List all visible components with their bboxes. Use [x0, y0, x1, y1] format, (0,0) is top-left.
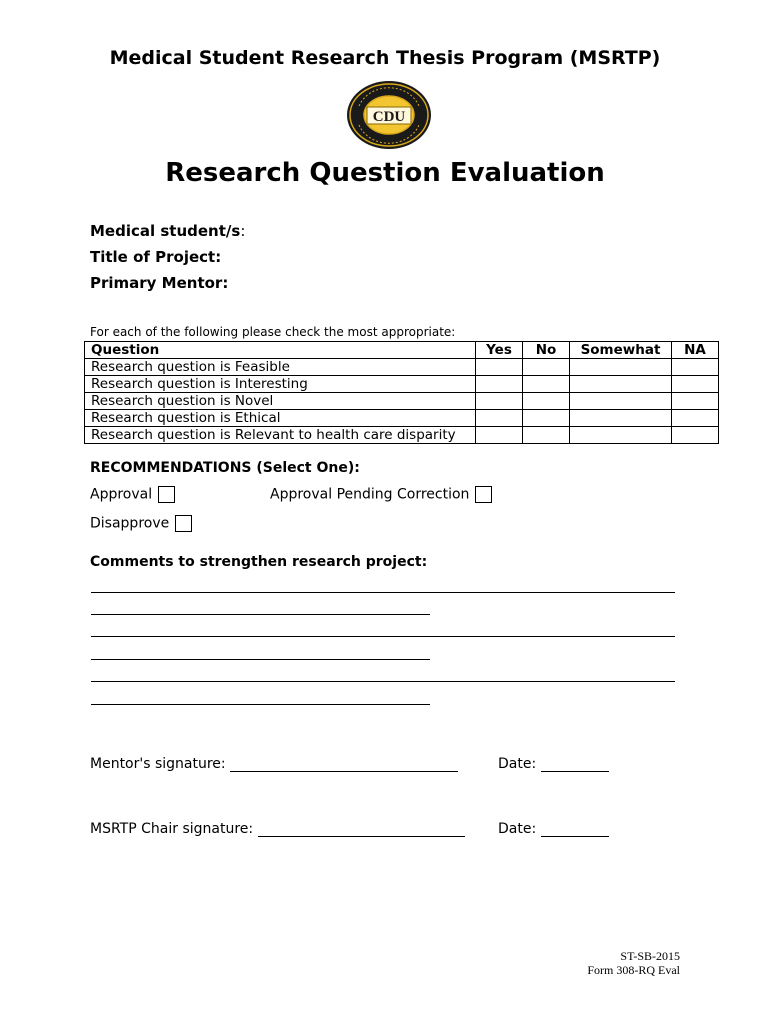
- no-cell[interactable]: [523, 376, 570, 393]
- no-cell[interactable]: [523, 427, 570, 444]
- mentor-signature-line[interactable]: [230, 759, 458, 772]
- project-title-field: [90, 248, 221, 266]
- yes-cell[interactable]: [476, 427, 523, 444]
- question-cell: Research question is Feasible: [85, 359, 476, 376]
- comment-line[interactable]: [91, 681, 675, 682]
- no-cell[interactable]: [523, 393, 570, 410]
- disapprove-checkbox[interactable]: [175, 515, 192, 532]
- na-cell[interactable]: [672, 376, 719, 393]
- evaluation-table: [84, 341, 719, 444]
- medical-students-field: Medical student/s:: [90, 222, 246, 240]
- yes-cell[interactable]: [476, 393, 523, 410]
- question-cell: Research question is Interesting: [85, 376, 476, 393]
- table-row: [85, 427, 719, 444]
- yes-cell[interactable]: [476, 410, 523, 427]
- chair-date-line[interactable]: [541, 824, 609, 837]
- approval-pending-option: [270, 486, 492, 503]
- yes-cell[interactable]: [476, 376, 523, 393]
- table-row: [85, 359, 719, 376]
- na-cell[interactable]: [672, 410, 719, 427]
- table-row: [85, 393, 719, 410]
- question-cell: Research question is Relevant to health care disparity: [85, 427, 476, 444]
- cdu-logo: [345, 80, 433, 150]
- yes-cell[interactable]: [476, 359, 523, 376]
- chair-signature-label: MSRTP Chair signature:: [90, 821, 254, 837]
- approval-checkbox[interactable]: [158, 486, 175, 503]
- recommendations-heading: RECOMMENDATIONS (Select One):: [90, 460, 360, 476]
- comments-heading: Comments to strengthen research project:: [90, 554, 428, 570]
- logo-text: CDU: [372, 109, 406, 125]
- comment-line[interactable]: [91, 659, 430, 660]
- chair-signature-row: [90, 821, 465, 837]
- somewhat-cell[interactable]: [570, 376, 672, 393]
- approval-option: [90, 486, 175, 503]
- comment-line[interactable]: [91, 614, 430, 615]
- mentor-date-row: [498, 756, 609, 772]
- mentor-signature-row: [90, 756, 458, 772]
- chair-date-row: [498, 821, 609, 837]
- footer-form-number: Form 308-RQ Eval: [587, 963, 680, 977]
- comment-line[interactable]: [91, 636, 675, 637]
- mentor-signature-label: Mentor's signature:: [90, 756, 226, 772]
- somewhat-cell[interactable]: [570, 410, 672, 427]
- header-somewhat: Somewhat: [570, 342, 672, 359]
- na-cell[interactable]: [672, 359, 719, 376]
- somewhat-cell[interactable]: [570, 359, 672, 376]
- disapprove-option: [90, 515, 192, 532]
- somewhat-cell[interactable]: [570, 393, 672, 410]
- medical-students-label: Medical student/s: [90, 222, 241, 240]
- chair-date-label: Date:: [498, 821, 537, 837]
- comment-line[interactable]: [91, 704, 430, 705]
- no-cell[interactable]: [523, 359, 570, 376]
- chair-signature-line[interactable]: [258, 824, 465, 837]
- somewhat-cell[interactable]: [570, 427, 672, 444]
- header-na: NA: [672, 342, 719, 359]
- form-footer: [587, 949, 680, 977]
- project-title-label: Title of Project:: [90, 248, 222, 266]
- na-cell[interactable]: [672, 427, 719, 444]
- comment-line[interactable]: [91, 592, 675, 593]
- primary-mentor-label: Primary Mentor:: [90, 274, 229, 292]
- approval-label: Approval: [90, 486, 153, 503]
- footer-code: ST-SB-2015: [620, 949, 680, 963]
- no-cell[interactable]: [523, 410, 570, 427]
- approval-pending-label: Approval Pending Correction: [270, 486, 470, 503]
- mentor-date-line[interactable]: [541, 759, 609, 772]
- question-cell: Research question is Novel: [85, 393, 476, 410]
- header-question: Question: [85, 342, 476, 359]
- program-title: Medical Student Research Thesis Program (MSRTP): [109, 47, 661, 69]
- approval-pending-checkbox[interactable]: [475, 486, 492, 503]
- table-header-row: [85, 342, 719, 359]
- primary-mentor-field: [90, 274, 228, 292]
- mentor-date-label: Date:: [498, 756, 537, 772]
- na-cell[interactable]: [672, 393, 719, 410]
- header-yes: Yes: [476, 342, 523, 359]
- instructions: For each of the following please check the most appropriate:: [90, 325, 456, 339]
- table-row: [85, 376, 719, 393]
- question-cell: Research question is Ethical: [85, 410, 476, 427]
- form-title: Research Question Evaluation: [165, 158, 605, 188]
- disapprove-label: Disapprove: [90, 515, 170, 532]
- table-row: [85, 410, 719, 427]
- header-no: No: [523, 342, 570, 359]
